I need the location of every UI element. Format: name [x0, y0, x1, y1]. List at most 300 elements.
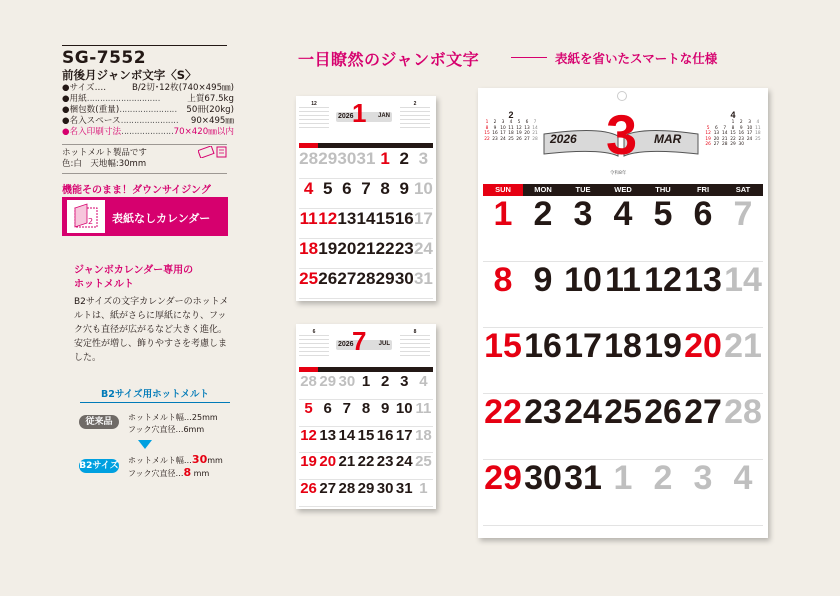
b2-width-unit: mm: [207, 456, 223, 465]
mini-day: 10: [500, 125, 506, 131]
day-cell: [414, 453, 433, 480]
day-cell: [563, 460, 603, 526]
day-number: 12: [318, 209, 338, 228]
downsizing-title: 機能そのまま！ダウンサイジング: [62, 185, 211, 196]
day-cell: [299, 453, 318, 480]
day-number: 9: [399, 179, 409, 198]
day-cell: [337, 179, 356, 209]
spec-value: 50冊(20kg): [186, 105, 234, 115]
day-cell: [723, 460, 763, 526]
spec-key: ●サイズ‥‥: [62, 83, 107, 93]
jumbo-hotmelt-title-line: ホットメルト: [74, 279, 134, 290]
day-number: 27: [684, 393, 722, 431]
day-cell: [376, 269, 395, 299]
day-cell: [395, 269, 414, 299]
day-cell: [395, 179, 414, 209]
headline-dash: [511, 57, 547, 58]
jan-prev-month: 12: [311, 101, 317, 107]
jul-day-grid: [299, 373, 433, 507]
day-cell: [318, 239, 337, 269]
day-number: 14: [724, 261, 762, 299]
mini-day: 15: [730, 131, 736, 136]
day-number: 11: [605, 261, 641, 299]
jan-prev-mini: [299, 101, 329, 131]
spec-row: [62, 105, 234, 116]
day-cell: [395, 480, 414, 507]
day-cell: [299, 480, 318, 507]
mini-day: 18: [508, 131, 514, 136]
spec-value: 90×495㎜: [190, 116, 234, 126]
calendar-july: [296, 324, 436, 509]
mini-day: 27: [713, 142, 720, 147]
spec-value: 70×420㎜以内: [173, 127, 234, 137]
day-number: 21: [338, 453, 356, 471]
hanging-hole: [617, 91, 627, 101]
day-cell: [318, 400, 337, 427]
day-cell: [356, 239, 375, 269]
day-cell: [523, 328, 563, 394]
day-number: 5: [653, 195, 673, 233]
day-cell: [414, 480, 433, 507]
mini-day: 9: [739, 125, 743, 131]
spec-dots: ‥‥‥‥‥‥‥‥‥‥‥‥‥‥: [86, 94, 160, 104]
mini-day: 17: [500, 131, 506, 136]
day-number: 7: [733, 195, 753, 233]
day-cell: [414, 400, 433, 427]
day-cell: [683, 262, 723, 328]
mini-day: 2: [493, 120, 497, 125]
day-number: 20: [337, 239, 357, 258]
weekday-cell: [318, 143, 337, 148]
mini-day: 1: [485, 120, 489, 125]
spec-list: [62, 83, 234, 138]
day-cell: [683, 196, 723, 262]
day-number: 23: [376, 453, 394, 471]
mini-day: 21: [532, 131, 538, 136]
day-cell: [483, 460, 523, 526]
b2-width-prefix: ホットメルト幅…: [128, 456, 192, 465]
day-number: 5: [304, 399, 313, 417]
jul-month-en: JUL: [378, 341, 390, 347]
day-number: 28: [338, 480, 356, 498]
mar-prev-mini: [483, 110, 539, 142]
hotmelt-note: [62, 148, 147, 170]
weekday-label: TUE: [563, 184, 603, 196]
day-cell: [683, 328, 723, 394]
mini-day: 5: [517, 120, 521, 125]
mini-day: 24: [500, 136, 506, 142]
mini-day: 14: [721, 131, 728, 136]
day-number: 4: [613, 195, 633, 233]
day-number: 17: [413, 209, 433, 228]
day-number: 6: [342, 179, 352, 198]
day-number: 18: [299, 239, 319, 258]
downsizing-label: 表紙なしカレンダー: [112, 212, 211, 225]
mini-month-grid: [400, 107, 430, 131]
day-cell: [318, 373, 337, 400]
jan-year: 2026: [338, 113, 354, 120]
day-number: 29: [318, 149, 338, 168]
day-cell: [414, 373, 433, 400]
product-code: SG-7552: [62, 48, 147, 68]
mini-day: 9: [493, 125, 497, 131]
day-cell: [603, 460, 643, 526]
day-number: 15: [375, 209, 395, 228]
b2-product-specs: [128, 454, 223, 480]
mini-day: 20: [524, 131, 530, 136]
divider: [62, 144, 227, 145]
b2-width: [128, 454, 223, 467]
day-cell: [356, 400, 375, 427]
day-cell: [376, 480, 395, 507]
mini-month-grid: [299, 335, 329, 357]
mini-day: 8: [485, 125, 489, 131]
headline-sub: 表紙を省いたスマートな仕様: [555, 51, 718, 66]
jan-weekday-bar: [299, 143, 433, 148]
mini-day: 1: [731, 120, 735, 125]
day-cell: [318, 209, 337, 239]
mini-day: 6: [715, 125, 718, 131]
day-number: 30: [376, 480, 394, 498]
day-cell: [483, 328, 523, 394]
mini-day: 13: [524, 125, 530, 131]
day-cell: [337, 400, 356, 427]
day-cell: [414, 179, 433, 209]
spec-row: [62, 94, 234, 105]
day-cell: [603, 328, 643, 394]
day-cell: [563, 394, 603, 460]
mini-day: 16: [492, 131, 498, 136]
day-number: 16: [376, 426, 394, 444]
jan-day-grid: [299, 149, 433, 299]
day-number: 29: [484, 459, 522, 497]
spec-dots: ‥‥‥‥‥‥‥‥‥‥‥: [120, 116, 179, 126]
mini-day: 24: [746, 136, 753, 142]
day-number: 3: [400, 373, 409, 390]
jumbo-hotmelt-paragraph: B2サイズの文字カレンダーのホットメルトは、紙がさらに厚紙になり、フック穴も直径が広がるなど大きく進化。安定性が増し、飾りやすさを考慮しました。: [74, 297, 229, 363]
day-number: 30: [394, 269, 414, 288]
day-cell: [376, 149, 395, 179]
day-number: 22: [357, 453, 375, 471]
spec-dots: [106, 83, 132, 94]
mini-day: 7: [723, 125, 727, 131]
b2-hole: [128, 467, 223, 480]
day-number: 9: [533, 261, 553, 299]
day-cell: [395, 453, 414, 480]
day-cell: [414, 239, 433, 269]
day-number: 10: [413, 179, 433, 198]
mini-day: 28: [532, 136, 538, 142]
mar-prev-mini-grid: [483, 120, 539, 142]
day-number: 10: [564, 261, 602, 299]
weekday-cell: [414, 143, 433, 148]
mini-day: 4: [756, 120, 760, 125]
mini-day: 5: [706, 125, 710, 131]
mini-day: 20: [713, 136, 720, 142]
mini-day: 15: [484, 131, 490, 136]
day-cell: [523, 460, 563, 526]
day-cell: [414, 149, 433, 179]
day-cell: [337, 480, 356, 507]
day-cell: [603, 262, 643, 328]
day-cell: [395, 209, 414, 239]
day-number: 26: [300, 480, 317, 498]
spec-row: [62, 127, 234, 138]
jul-next-mini: [400, 329, 430, 357]
day-number: 29: [375, 269, 395, 288]
day-number: 18: [604, 327, 642, 365]
divider: [62, 173, 227, 174]
fold-icon-number: 2: [88, 217, 94, 226]
old-width: ホットメルト幅…25mm: [128, 413, 218, 422]
day-number: 29: [357, 480, 375, 498]
jan-month-en: JAN: [377, 113, 390, 119]
day-cell: [376, 427, 395, 454]
mini-day: 17: [746, 131, 753, 136]
mar-month-en: MAR: [654, 132, 682, 146]
day-cell: [643, 460, 683, 526]
day-number: 14: [338, 426, 356, 444]
old-product-badge: 従来品: [79, 415, 119, 429]
mar-year: 2026: [550, 132, 577, 146]
mini-day: 3: [748, 120, 751, 125]
day-number: 26: [318, 269, 338, 288]
mini-day: 11: [508, 125, 514, 131]
mini-day: 30: [738, 142, 745, 147]
day-number: 13: [319, 426, 337, 444]
mini-month-grid: [400, 335, 430, 357]
day-cell: [299, 239, 318, 269]
day-number: 23: [394, 239, 414, 258]
day-cell: [723, 262, 763, 328]
day-cell: [683, 394, 723, 460]
day-number: 8: [361, 399, 371, 417]
day-cell: [318, 269, 337, 299]
mini-day: 29: [730, 142, 736, 147]
mar-next-mini-grid: [704, 120, 762, 148]
day-number: 21: [356, 239, 376, 258]
day-number: 30: [337, 149, 357, 168]
day-number: 7: [342, 399, 352, 417]
spec-row: [62, 83, 234, 94]
day-cell: [483, 262, 523, 328]
weekday-cell: [395, 143, 414, 148]
day-cell: [356, 453, 375, 480]
mar-era-line: 令和8年: [610, 171, 627, 176]
day-number: 28: [299, 149, 319, 168]
day-number: 31: [395, 480, 413, 498]
mini-day: 2: [739, 120, 743, 125]
day-cell: [299, 179, 318, 209]
day-cell: [299, 400, 318, 427]
mini-day: 6: [525, 120, 529, 125]
mini-day: 25: [508, 136, 514, 142]
day-number: 9: [380, 399, 390, 417]
day-number: 1: [493, 195, 513, 233]
jan-month-number: 1: [352, 98, 367, 128]
day-number: 29: [319, 373, 337, 390]
mini-day: 12: [705, 131, 711, 136]
day-cell: [414, 427, 433, 454]
day-cell: [299, 373, 318, 400]
day-number: 28: [356, 269, 376, 288]
day-cell: [683, 460, 723, 526]
weekday-cell: [299, 143, 318, 148]
mini-day: 22: [730, 136, 736, 142]
day-number: 4: [303, 179, 314, 198]
day-number: 31: [413, 269, 433, 288]
day-cell: [523, 394, 563, 460]
weekday-label: MON: [523, 184, 563, 196]
day-number: 12: [300, 426, 317, 444]
day-number: 31: [356, 149, 376, 168]
day-number: 5: [322, 179, 333, 198]
day-number: 6: [693, 195, 713, 233]
mini-day: 19: [516, 131, 522, 136]
b2-hotmelt-rule: [80, 402, 230, 403]
b2-hotmelt-title: B2サイズ用ホットメルト: [101, 389, 209, 400]
day-number: 1: [419, 480, 428, 498]
mar-next-mini: [704, 110, 762, 148]
day-cell: [523, 196, 563, 262]
weekday-cell: [299, 367, 318, 372]
weekday-label: THU: [643, 184, 683, 196]
spec-key: ●梱包数(重量): [62, 105, 120, 115]
spec-dots: ‥‥‥‥‥‥‥‥‥‥: [121, 127, 174, 137]
day-cell: [376, 209, 395, 239]
day-cell: [356, 480, 375, 507]
calendar-fold-icon: [67, 200, 105, 233]
day-cell: [337, 239, 356, 269]
mini-day: 3: [501, 120, 505, 125]
mini-day: 21: [721, 136, 728, 142]
day-number: 18: [415, 426, 432, 444]
day-cell: [563, 262, 603, 328]
day-number: 4: [419, 373, 428, 390]
day-number: 17: [395, 426, 413, 444]
day-number: 16: [524, 327, 562, 365]
day-cell: [356, 149, 375, 179]
day-number: 2: [653, 459, 673, 497]
day-number: 19: [318, 239, 338, 258]
day-number: 28: [300, 373, 317, 390]
spec-key: ●名入印刷寸法: [62, 127, 122, 137]
day-cell: [337, 269, 356, 299]
day-cell: [523, 262, 563, 328]
mar-month-number: 3: [606, 103, 638, 166]
jul-month-number: 7: [352, 326, 367, 356]
day-cell: [603, 196, 643, 262]
day-cell: [376, 453, 395, 480]
weekday-label: WED: [603, 184, 643, 196]
product-name: 前後月ジャンボ文字〈S〉: [62, 68, 197, 82]
day-cell: [337, 209, 356, 239]
day-number: 6: [323, 399, 332, 417]
day-number: 26: [644, 393, 682, 431]
day-cell: [483, 394, 523, 460]
day-cell: [395, 149, 414, 179]
day-cell: [356, 427, 375, 454]
day-number: 1: [613, 459, 633, 497]
mar-next-month: 4: [730, 110, 736, 120]
day-cell: [723, 394, 763, 460]
day-cell: [563, 196, 603, 262]
day-number: 16: [394, 209, 414, 228]
weekday-cell: [337, 367, 356, 372]
day-cell: [723, 328, 763, 394]
day-number: 28: [724, 393, 762, 431]
day-number: 8: [380, 179, 390, 198]
day-number: 30: [338, 373, 356, 390]
spec-value: 上質67.5kg: [187, 94, 234, 104]
day-number: 3: [693, 459, 713, 497]
weekday-cell: [318, 367, 337, 372]
mini-day: 13: [713, 131, 720, 136]
day-cell: [563, 328, 603, 394]
day-number: 13: [684, 261, 722, 299]
day-number: 30: [524, 459, 562, 497]
day-number: 13: [337, 209, 357, 228]
weekday-cell: [356, 143, 375, 148]
weekday-cell: [414, 367, 433, 372]
day-number: 10: [395, 399, 413, 417]
day-cell: [395, 400, 414, 427]
b2-product-badge: B2サイズ: [79, 461, 119, 471]
day-cell: [337, 427, 356, 454]
day-number: 19: [644, 327, 682, 365]
day-cell: [643, 328, 683, 394]
day-cell: [643, 262, 683, 328]
day-cell: [356, 269, 375, 299]
day-cell: [356, 209, 375, 239]
mini-day: 22: [484, 136, 490, 142]
mini-day: 28: [721, 142, 728, 147]
jul-year: 2026: [338, 341, 354, 348]
day-cell: [337, 453, 356, 480]
jul-prev-mini: [299, 329, 329, 357]
day-cell: [643, 196, 683, 262]
day-cell: [337, 373, 356, 400]
day-number: 25: [299, 269, 319, 288]
top-rule: [62, 45, 227, 46]
jumbo-hotmelt-title-line: ジャンボカレンダー専用の: [74, 265, 194, 276]
mini-day: 4: [509, 120, 513, 125]
mini-day: 27: [524, 136, 530, 142]
spec-row: [62, 116, 234, 127]
day-number: 1: [380, 149, 390, 168]
weekday-label: SUN: [483, 184, 523, 196]
day-cell: [318, 179, 337, 209]
day-cell: [299, 427, 318, 454]
day-number: 2: [380, 373, 390, 390]
day-number: 17: [564, 327, 602, 365]
day-cell: [395, 427, 414, 454]
mini-day: 7: [533, 120, 537, 125]
day-number: 27: [337, 269, 357, 288]
day-cell: [299, 269, 318, 299]
day-cell: [318, 453, 337, 480]
day-number: 12: [644, 261, 682, 299]
headline-main: 一目瞭然のジャンボ文字: [298, 50, 480, 69]
day-cell: [395, 239, 414, 269]
mini-day: 14: [532, 125, 538, 131]
b2-width-value: 30: [191, 453, 208, 466]
mini-day: 18: [755, 131, 761, 136]
mar-prev-month: 2: [508, 110, 514, 120]
mini-day: 25: [755, 136, 761, 142]
day-cell: [376, 400, 395, 427]
jan-next-mini: [400, 101, 430, 131]
